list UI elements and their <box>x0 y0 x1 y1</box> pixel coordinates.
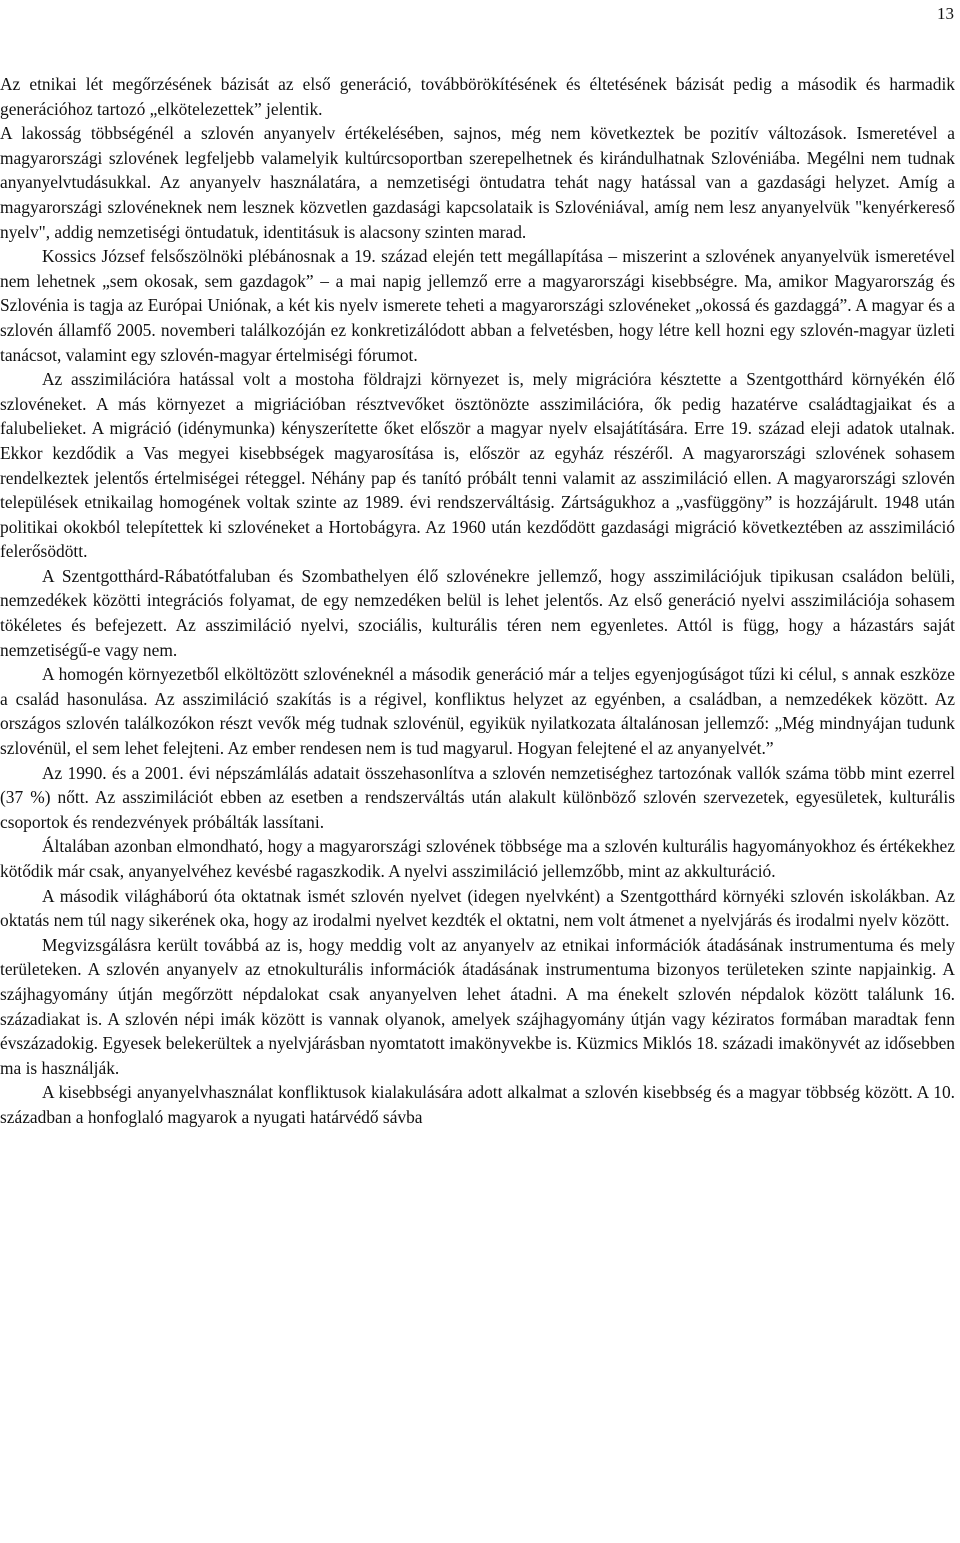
paragraph-5: A Szentgotthárd-Rábatótfaluban és Szombathelyen élő szlovénekre jellemző, hogy asszimilációjuk tipikusan családon belüli, nemzedékek közötti integrációs folyamat, de egy nemzedéken belül is lehet jelentős. Az első generáció nyelvi asszimilációja sohasem tökéletes és befejezett. Az asszimiláció nyelvi, szociális, kulturális téren nem egyenletes. Attól is függ, hogy a házastárs saját nemzetiségű-e vagy nem. <box>0 565 955 660</box>
page-number: 13 <box>937 4 954 23</box>
paragraph-7: Az 1990. és a 2001. évi népszámlálás adatait összehasonlítva a szlovén nemzetiséghez tartozónak vallók száma több mint ezerrel (37 %) nőtt. Az asszimilációt ebben az esetben a rendszerváltás után alakult különböző szlovén szervezetek, egyesületek, kulturális csoportok és rendezvények próbálták lassítani. <box>0 762 955 832</box>
paragraph-8: Általában azonban elmondható, hogy a magyarországi szlovének többsége ma a szlovén kulturális hagyományokhoz és értékekhez kötődik már csak, anyanyelvéhez kevésbé ragaszkodik. A nyelvi asszimiláció jellemzőbb, mint az akkulturáció. <box>0 836 955 881</box>
paragraph-2: A lakosság többségénél a szlovén anyanyelv értékelésében, sajnos, még nem következtek be pozitív változások. Ismeretével a magyarországi szlovének legfeljebb valamelyik kultúrcsoportban szerepelhetnek és kirándulhatnak Szlovéniába. Megélni nem tudnak anyanyelvtudásukkal. Az anyanyelv használatára, a nemzetiségi öntudatra tehát nagy hatással van a gazdasági helyzet. Amíg a magyarországi szlovéneknek nem lesznek közvetlen gazdasági kapcsolataik is Szlovéniával, amíg nem lesz anyanyelvük "kenyérkereső nyelv", addig nemzetiségi öntudatuk, identitásuk is alacsony szinten marad. <box>0 123 955 242</box>
paragraph-4: Az asszimilációra hatással volt a mostoha földrajzi környezet is, mely migrációra késztette a Szentgotthárd környékén élő szlovéneket. A más környezet a migriációban résztvevőket ösztönözte asszimilációra, ők pedig hazatérve családtagjaikat és a falubelieket. A migráció (idénymunka) kényszerítette őket először a magyar nyelv elsajátítására. Erre 19. század eleji adatok utalnak. Ekkor kezdődik a Vas megyei kisebbségek magyarosítása is, először az egyház részéről. A magyarországi szlovének sohasem rendelkeztek jelentős értelmiségei réteggel. Néhány pap és tanító próbált tenni valamit az asszimiláció ellen. A magyarországi szlovén települések etnikailag homogének voltak szinte az 1989. évi rendszerváltásig. Zártságukhoz a „vasfüggöny” is hozzájárult. 1948 után politikai okokból telepítettek ki szlovéneket a Hortobágyra. Az 1960 után kezdődött gazdasági migráció következtében az asszimiláció felerősödött. <box>0 369 955 562</box>
document-body <box>0 72 955 1130</box>
paragraph-11: A kisebbségi anyanyelvhasználat konfliktusok kialakulására adott alkalmat a szlovén kisebbség és a magyar többség között. A 10. században a honfoglaló magyarok a nyugati határvédő sávba <box>0 1082 955 1127</box>
paragraph-1: Az etnikai lét megőrzésének bázisát az első generáció, továbbörökítésének és éltetésének bázisát pedig a második és harmadik generációhoz tartozó „elkötelezettek” jelentik. <box>0 74 955 119</box>
paragraph-9: A második világháború óta oktatnak ismét szlovén nyelvet (idegen nyelvként) a Szentgotthárd környéki szlovén iskolákban. Az oktatás nem túl nagy sikerének oka, hogy az irodalmi nyelvet kezdték el oktatni, nem volt átmenet a nyelvjárás és irodalmi nyelv között. <box>0 885 955 931</box>
paragraph-3: Kossics József felsőszölnöki plébánosnak a 19. század elején tett megállapítása – miszerint a szlovének anyanyelvük ismeretével nem lehetnek „sem okosak, sem gazdagok” – a mai napig jellemző erre a magyarországi kisebbségre. Ma, amikor Magyarország és Szlovénia is tagja az Európai Uniónak, a két kis nyelv ismerete teheti a magyarországi szlovéneket „okossá és gazdaggá”. A magyar és a szlovén államfő 2005. novemberi találkozóján ez konkretizálódott abban a felvetésben, hogy létre kell hozni egy szlovén-magyar üzleti tanácsot, valamint egy szlovén-magyar értelmiségi fórumot. <box>0 246 955 365</box>
paragraph-10: Megvizsgálásra került továbbá az is, hogy meddig volt az anyanyelv az etnikai információk átadásának instrumentuma és mely területeken. A szlovén anyanyelv az etnokulturális információk átadásának instrumentuma bizonyos területeken szinte napjainkig. A szájhagyomány útján megőrzött népdalokat csak anyanyelven lehet átadni. A ma énekelt szlovén népdalok között találunk 16. századiakat is. A szlovén népi imák között is vannak olyanok, amelyek szájhagyomány útján vagy kéziratos formában maradtak fenn évszázadokig. Egyesek belekerültek a nyelvjárásban nyomtatott imakönyvekbe is. Küzmics Miklós 18. századi imakönyvét az idősebben ma is használják. <box>0 934 955 1078</box>
paragraph-6: A homogén környezetből elköltözött szlovéneknél a második generáció már a teljes egyenjogúságot tűzi ki célul, s annak eszköze a család hasonulása. Az asszimiláció szakítás is a régivel, konfliktus helyzet az egyénben, a családban, a nemzedékek között. Az országos szlovén találkozókon részt vevők még tudnak szlovénül, egyikük nyilatkozata általánosan jellemző: „Még mindnyájan tudunk szlovénül, el sem lehet felejteni. Az ember rendesen nem is tud magyarul. Hogyan felejtené el az anyanyelvét.” <box>0 664 955 759</box>
